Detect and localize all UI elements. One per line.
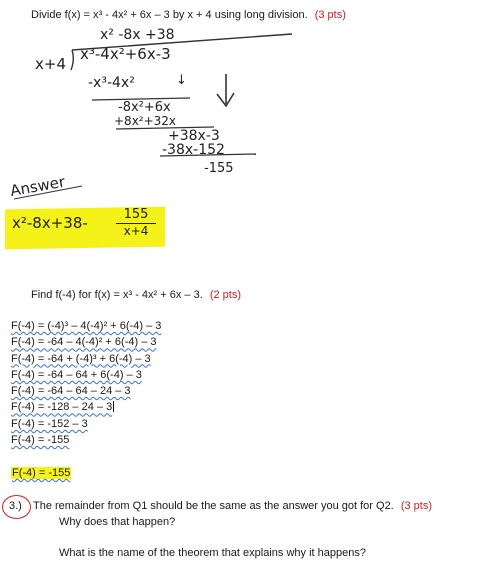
work-rem2: +38x-3 (168, 128, 220, 144)
work-arrow-small: ↓ (176, 73, 187, 88)
work-rem1: -8x²+6x (118, 100, 171, 115)
q2-step: F(-4) = -64 – 64 + 6(-4) – 3 (11, 368, 142, 381)
answer-main: x²-8x+38- (12, 214, 88, 232)
q3-prompt: The remainder from Q1 should be the same as the answer you got for Q2. (33, 500, 394, 512)
work-sub2: +8x²+32x (114, 114, 177, 128)
work-sub3: -38x-152 (162, 142, 225, 158)
q2-step: F(-4) = -155 (11, 434, 70, 447)
q2-step: F(-4) = -64 + (-4)³ + 6(-4) – 3 (11, 352, 151, 365)
q2-final-answer (11, 466, 71, 480)
work-sub1: -x³-4x² (88, 75, 135, 91)
work-quotient: x² -8x +38 (100, 27, 175, 43)
work-divisor: x+4 (35, 55, 66, 73)
text-cursor (113, 401, 114, 412)
answer-numerator: 155 (116, 207, 156, 224)
q2-steps (11, 318, 161, 448)
q3-sub-theorem: What is the name of the theorem that explains why it happens? (59, 547, 366, 559)
answer-label: Answer (8, 172, 67, 200)
q2-step: F(-4) = -64 – 4(-4)² + 6(-4) – 3 (11, 336, 157, 349)
q3-sub-why: Why does that happen? (59, 516, 176, 528)
work-dividend: x³-4x²+6x-3 (80, 45, 171, 63)
q3-points: (3 pts) (400, 500, 432, 512)
q2-line (31, 288, 241, 302)
work-final: -155 (204, 161, 234, 176)
q2-final-answer-text: F(-4) = -155 (12, 467, 71, 479)
q2-step-with-cursor (11, 399, 161, 415)
q2-prompt: Find f(-4) for f(x) = x³ - 4x² + 6x – 3. (31, 289, 203, 301)
long-division-work (0, 0, 482, 280)
answer-denominator: x+4 (123, 224, 149, 238)
q2-step: F(-4) = (-4)³ – 4(-4)² + 6(-4) – 3 (11, 320, 162, 332)
q2-step: F(-4) = -64 – 64 – 24 – 3 (11, 385, 131, 398)
q2-step: F(-4) = -128 – 24 – 3 (11, 401, 113, 414)
q2-points: (2 pts) (209, 289, 242, 301)
q1-points: (3 pts) (314, 9, 346, 21)
q3-number: 3.) (9, 500, 22, 512)
q1-prompt: Divide f(x) = x³ - 4x² + 6x – 3 by x + 4 using long division. (31, 9, 308, 21)
answer-fraction (116, 207, 156, 239)
q3-line (33, 499, 432, 513)
q2-step: F(-4) = -152 – 3 (11, 417, 88, 430)
